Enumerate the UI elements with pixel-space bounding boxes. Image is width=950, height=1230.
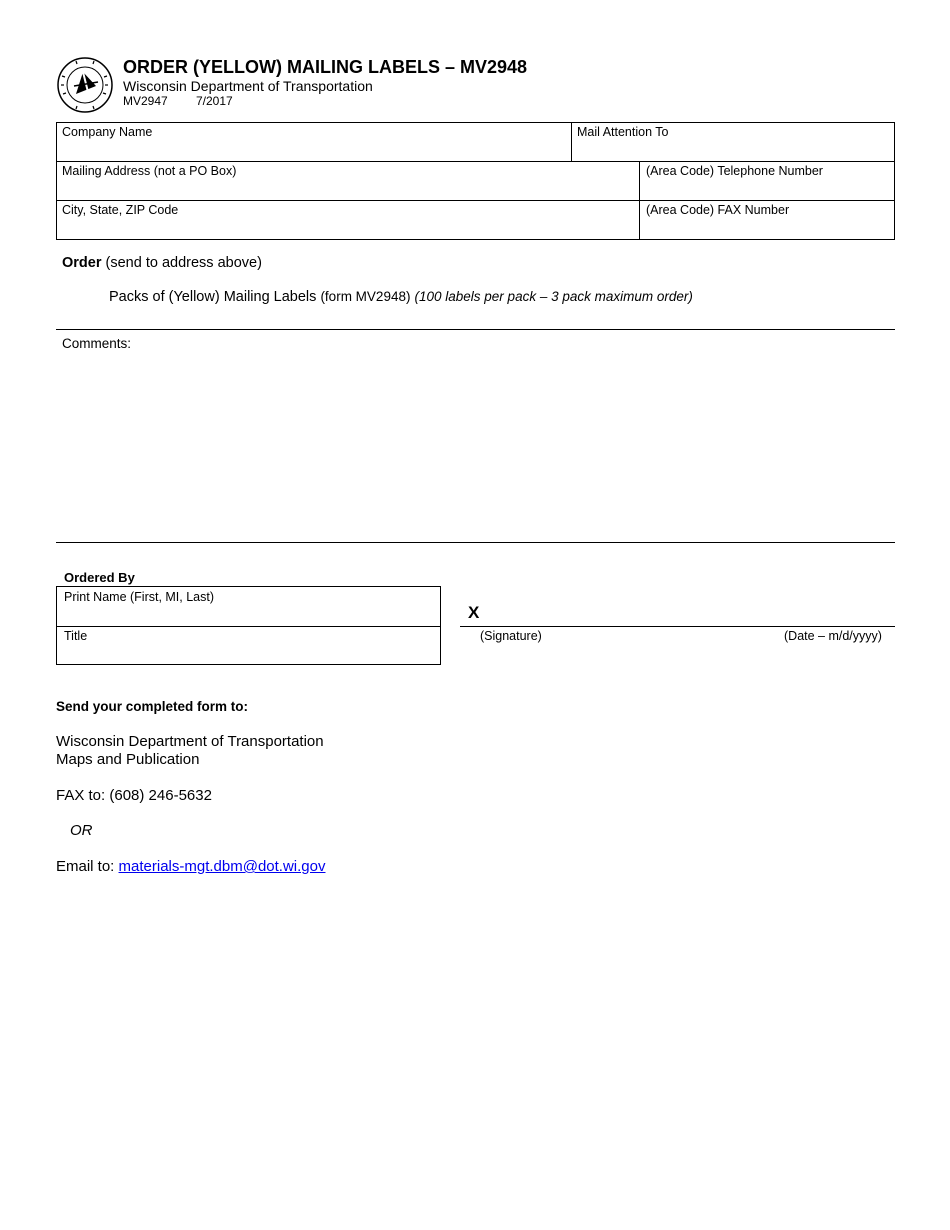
email-prefix: Email to: bbox=[56, 858, 115, 875]
print-name-label: Print Name (First, MI, Last) bbox=[64, 590, 215, 604]
date-field[interactable] bbox=[770, 596, 895, 626]
signature-mark: X bbox=[468, 603, 480, 622]
form-number: MV2947 bbox=[123, 94, 168, 108]
order-label-note: (send to address above) bbox=[105, 255, 262, 271]
comments-label: Comments: bbox=[62, 336, 132, 351]
date-label: (Date – m/d/yyyy) bbox=[784, 629, 882, 643]
telephone-label: (Area Code) Telephone Number bbox=[646, 164, 823, 178]
fax-label: (Area Code) FAX Number bbox=[646, 203, 790, 217]
signature-label: (Signature) bbox=[480, 629, 542, 643]
company-name-label: Company Name bbox=[62, 125, 153, 139]
organization-name: Wisconsin Department of Transportation bbox=[123, 78, 373, 94]
order-label: Order bbox=[62, 255, 102, 271]
packs-note: (100 labels per pack – 3 pack maximum order) bbox=[414, 289, 693, 304]
fax-to-line: FAX to: (608) 246-5632 bbox=[56, 787, 212, 804]
comments-bottom-rule bbox=[56, 542, 895, 543]
email-link[interactable]: materials-mgt.dbm@dot.wi.gov bbox=[118, 858, 326, 875]
title-field[interactable] bbox=[57, 627, 440, 664]
packs-order-line bbox=[109, 289, 693, 305]
packs-label: Packs of (Yellow) Mailing Labels bbox=[109, 289, 317, 305]
mailing-address-label: Mailing Address (not a PO Box) bbox=[62, 164, 237, 178]
city-state-zip-label: City, State, ZIP Code bbox=[62, 203, 179, 217]
form-date: 7/2017 bbox=[196, 94, 233, 108]
ordered-by-heading: Ordered By bbox=[64, 570, 135, 585]
address-line-1: Wisconsin Department of Transportation bbox=[56, 733, 324, 750]
title-label: Title bbox=[64, 629, 88, 643]
address-line-2: Maps and Publication bbox=[56, 751, 200, 768]
email-line bbox=[56, 858, 326, 875]
order-heading bbox=[62, 255, 262, 271]
comments-top-rule bbox=[56, 329, 895, 330]
signature-field[interactable] bbox=[460, 596, 760, 626]
send-to-heading: Send your completed form to: bbox=[56, 699, 249, 714]
comments-field[interactable] bbox=[56, 355, 895, 540]
packs-quantity-field[interactable] bbox=[62, 287, 106, 307]
wisdot-seal-logo bbox=[56, 56, 114, 114]
signature-line bbox=[460, 626, 895, 627]
form-title: ORDER (YELLOW) MAILING LABELS – MV2948 bbox=[123, 57, 528, 77]
packs-form-ref: (form MV2948) bbox=[320, 289, 411, 304]
or-separator: OR bbox=[70, 822, 93, 839]
mail-attention-label: Mail Attention To bbox=[577, 125, 669, 139]
